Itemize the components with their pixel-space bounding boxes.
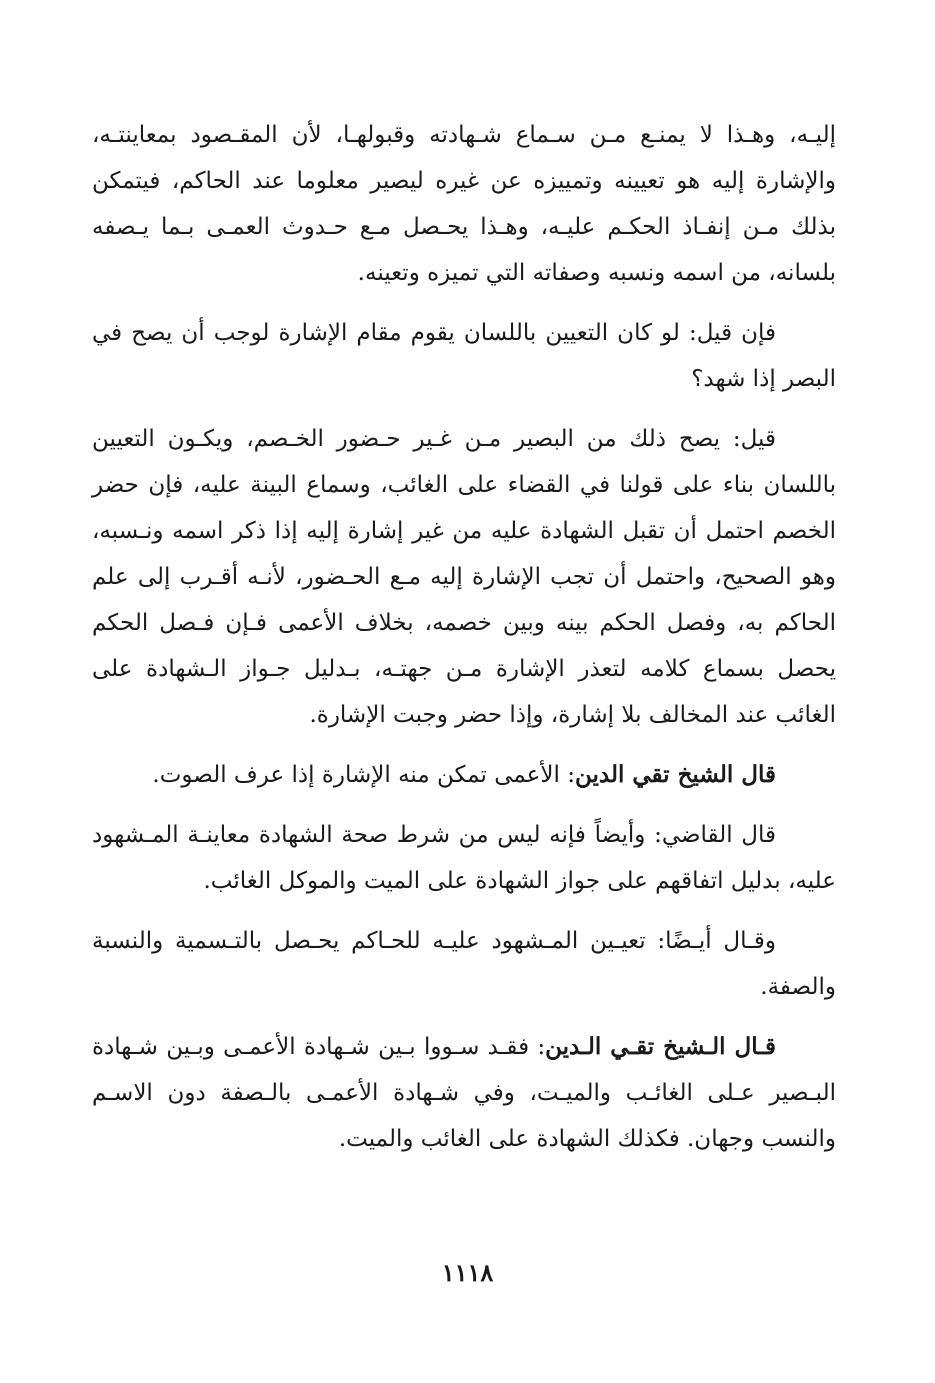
paragraph-text: إليـه، وهـذا لا يمنـع مـن سـماع شـهادته وقبولهـا، لأن المقـصود بمعاينتـه، والإشارة إليه هو تعيينه وتمييزه عن غيره ليصير معلوما عند الحاكم، فيتمكن بذلك مـن إنفـاذ الحكـم عليـه، وهـذا يحـصل مـع حـدوث العمـى بـما يـصفه بلسانه، من اسمه ونسبه وصفاته التي تميزه وتعينه.	[92, 122, 836, 286]
paragraph	[92, 752, 836, 798]
speaker-name: قـال الـشيخ تقـي الـدين	[545, 1033, 776, 1060]
page-number: ١١١٨	[441, 1258, 494, 1287]
paragraph	[92, 1024, 836, 1162]
speaker-name: قال الشيخ تقي الدين	[574, 761, 776, 788]
paragraph	[92, 310, 836, 402]
paragraph-text: فإن قيل: لو كان التعيين باللسان يقوم مقام الإشارة لوجب أن يصح في البصر إذا شهد؟	[92, 320, 836, 392]
paragraph-text: قيل: يصح ذلك من البصير مـن غـير حـضور الخـصم، ويكـون التعيين باللسان بناء على قولنا في القضاء على الغائب، وسماع البينة عليه، فإن حضر الخصم احتمل أن تقبل الشهادة عليه من غير إشارة إليه إذا ذكر اسمه ونـسبه، وهو الصحيح، واحتمل أن تجب الإشارة إليه مـع الحـضور، لأنـه أقـرب إلى علم الحاكم به، وفصل الحكم بينه وبين خصمه، بخلاف الأعمى فـإن فـصل الحكم يحصل بسماع كلامه لتعذر الإشارة مـن جهتـه، بـدليل جـواز الـشهادة على الغائب عند المخالف بلا إشارة، وإذا حضر وجبت الإشارة.	[92, 426, 836, 728]
paragraph	[92, 918, 836, 1010]
paragraph	[92, 112, 836, 296]
paragraph-text: وقـال أيـضًا: تعيـين المـشهود عليـه للحـاكم يحـصل بالتـسمية والنسبة والصفة.	[92, 928, 836, 1000]
paragraph-text: : فقـد سـووا بـين شـهادة الأعمـى وبـين شـهادة البـصير عـلى الغائـب والميـت، وفي شـهادة الأعمـى بالـصفة دون الاسـم والنسب وجهان. فكذلك الشهادة على الغائب والميت.	[92, 1034, 836, 1152]
paragraph-text: : الأعمى تمكن منه الإشارة إذا عرف الصوت.	[152, 762, 575, 788]
paragraph-text: قال القاضي: وأيضاً فإنه ليس من شرط صحة الشهادة معاينـة المـشهود عليه، بدليل اتفاقهم على جواز الشهادة على الميت والموكل الغائب.	[92, 822, 836, 894]
paragraph	[92, 416, 836, 738]
paragraph	[92, 812, 836, 904]
page-body	[92, 112, 836, 1176]
